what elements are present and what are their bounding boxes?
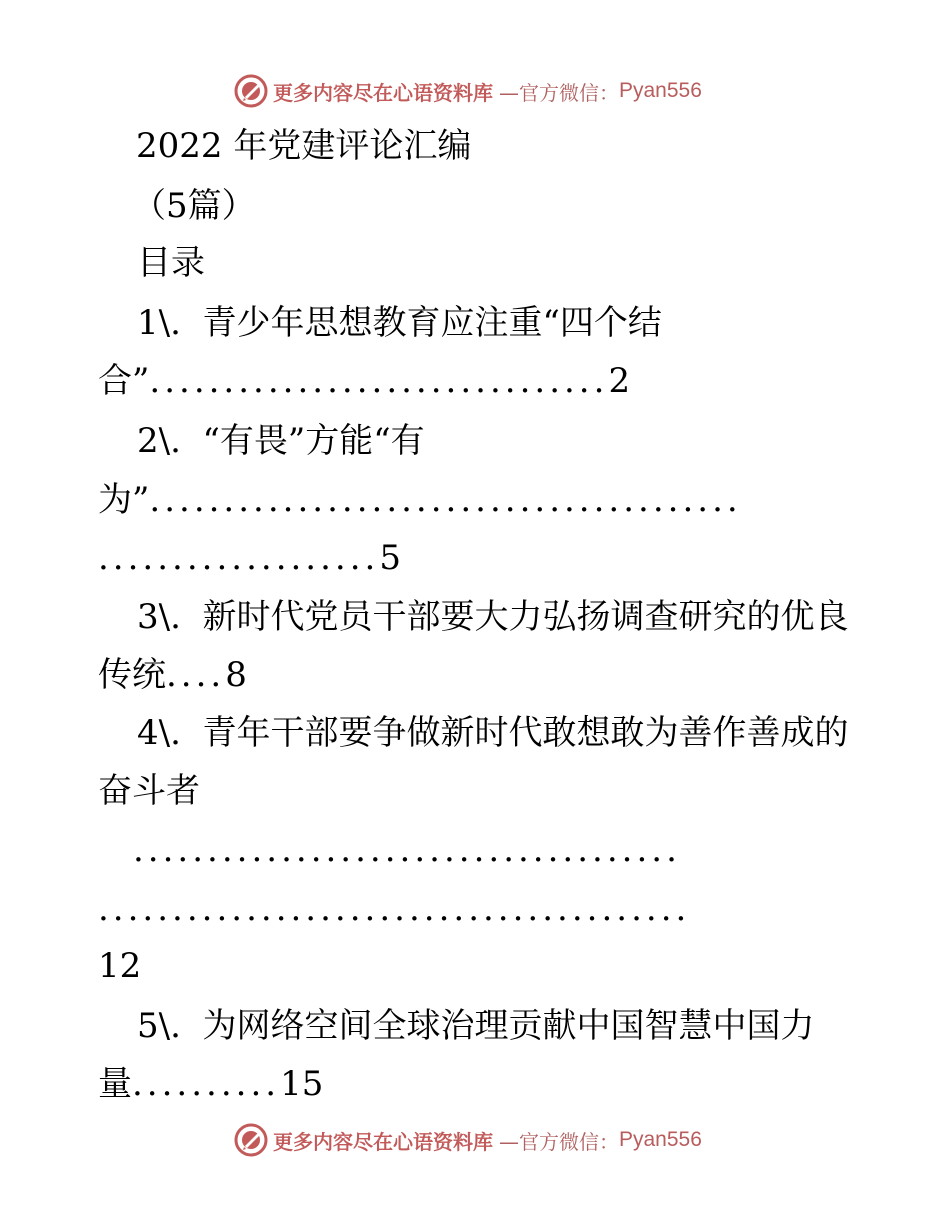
toc-entry-2-line1 bbox=[137, 421, 425, 461]
toc-entry-title: 青少年思想教育应注重“四个结 bbox=[202, 303, 662, 343]
toc-entry-page: 15 bbox=[280, 1064, 324, 1104]
toc-entry-2-line2 bbox=[98, 480, 742, 520]
toc-entry-title-cont: 量 bbox=[98, 1064, 132, 1104]
toc-entry-4-line2 bbox=[98, 771, 200, 811]
pen-logo-icon bbox=[233, 1122, 269, 1158]
watermark-footer bbox=[233, 1121, 702, 1159]
toc-entry-title-cont: 奋斗者 bbox=[98, 771, 200, 811]
toc-entry-page: 2 bbox=[608, 361, 631, 401]
toc-entry-title-cont: 为” bbox=[98, 480, 150, 520]
toc-leader-dots: ........................................ bbox=[98, 889, 691, 929]
toc-entry-title: 青年干部要争做新时代敢想敢为善作善成的 bbox=[202, 713, 849, 753]
toc-entry-title-cont: 合” bbox=[98, 361, 150, 401]
toc-entry-number: 5\. bbox=[137, 1006, 181, 1046]
document-subtitle: （5篇） bbox=[132, 186, 256, 226]
toc-entry-title: “有畏”方能“有 bbox=[202, 421, 425, 461]
watermark-wechat-id: Pyan556 bbox=[619, 79, 702, 102]
toc-leader-dots: ................... bbox=[98, 538, 380, 578]
toc-entry-title: 新时代党员干部要大力弘扬调查研究的优良 bbox=[202, 597, 849, 637]
toc-entry-4-line4 bbox=[98, 889, 690, 929]
watermark-official: —官方微信： bbox=[499, 80, 619, 105]
toc-entry-number: 3\. bbox=[137, 597, 181, 637]
pen-logo-icon bbox=[233, 73, 269, 109]
toc-entry-3-line2 bbox=[98, 655, 247, 695]
toc-entry-page: 8 bbox=[225, 655, 247, 695]
toc-leader-dots: ............................... bbox=[149, 361, 609, 401]
watermark-official: —官方微信： bbox=[499, 1129, 619, 1154]
watermark-text: 更多内容尽在心语资料库 bbox=[273, 80, 493, 105]
toc-entry-page: 12 bbox=[98, 946, 142, 986]
toc-entry-5-line1 bbox=[137, 1006, 815, 1046]
toc-entry-number: 4\. bbox=[137, 713, 181, 753]
toc-entry-2-line3 bbox=[98, 538, 401, 578]
toc-entry-title-cont: 传统 bbox=[98, 655, 166, 695]
toc-entry-1-line2 bbox=[98, 361, 630, 401]
toc-entry-1-line1 bbox=[137, 303, 662, 343]
watermark-text: 更多内容尽在心语资料库 bbox=[273, 1129, 493, 1154]
toc-leader-dots: .... bbox=[166, 655, 226, 695]
toc-heading: 目录 bbox=[137, 243, 205, 283]
toc-entry-5-line2 bbox=[98, 1064, 323, 1104]
toc-entry-4-line3 bbox=[133, 830, 681, 870]
watermark-header bbox=[233, 72, 702, 110]
toc-leader-dots: .......... bbox=[132, 1064, 281, 1104]
document-title: 2022 年党建评论汇编 bbox=[136, 126, 472, 166]
watermark-wechat-id: Pyan556 bbox=[619, 1128, 702, 1151]
toc-entry-3-line1 bbox=[137, 597, 849, 637]
toc-leader-dots: ..................................... bbox=[133, 830, 681, 870]
toc-entry-4-line5 bbox=[98, 946, 141, 986]
toc-leader-dots: ........................................ bbox=[149, 480, 742, 520]
toc-entry-number: 2\. bbox=[137, 421, 181, 461]
toc-entry-number: 1\. bbox=[137, 303, 181, 343]
toc-entry-4-line1 bbox=[137, 713, 849, 753]
toc-entry-title: 为网络空间全球治理贡献中国智慧中国力 bbox=[202, 1006, 815, 1046]
toc-entry-page: 5 bbox=[379, 538, 401, 578]
